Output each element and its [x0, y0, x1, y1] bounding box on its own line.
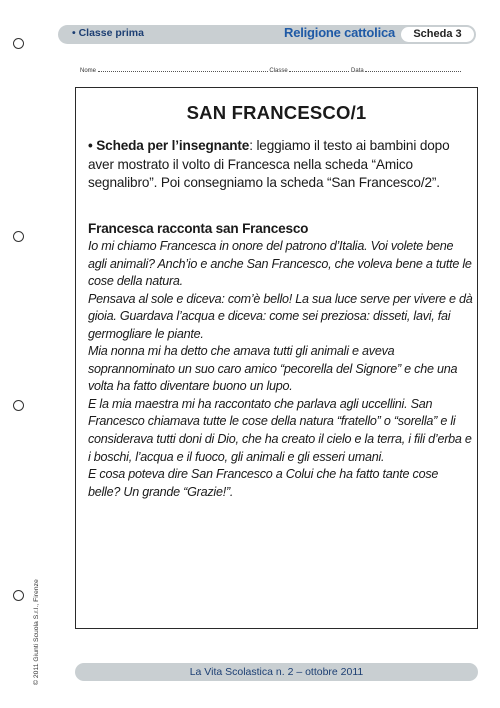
name-field-label: Nome: [80, 68, 97, 74]
binder-hole: [13, 590, 24, 601]
story-text: [88, 238, 473, 501]
story-paragraph: E cosa poteva dire San Francesco a Colui che ha fatto tante cose belle? Un grande “Grazie!”.: [88, 467, 439, 499]
teacher-note: [88, 137, 473, 193]
date-field-label: Data: [351, 68, 364, 74]
scheda-badge: Scheda 3: [401, 27, 474, 42]
binder-hole: [13, 38, 24, 49]
binder-hole: [13, 400, 24, 411]
class-field-label: Classe: [269, 68, 288, 74]
subject-label: Religione cattolica: [284, 25, 396, 40]
footer-bar: La Vita Scolastica n. 2 – ottobre 2011: [75, 663, 478, 681]
student-info-line: [80, 65, 478, 74]
date-field[interactable]: [365, 65, 461, 72]
story-title: Francesca racconta san Francesco: [88, 221, 309, 236]
story-paragraph: Io mi chiamo Francesca in onore del patrono d’Italia. Voi volete bene agli animali? Anch’io e anche San Francesco, che voleva bene a tutte le cose della natura.: [88, 239, 472, 289]
page-title: SAN FRANCESCO/1: [186, 102, 367, 123]
note-bullet: •: [88, 138, 93, 153]
header-bar: [58, 25, 476, 44]
story-paragraph: Mia nonna mi ha detto che amava tutti gli animali e aveva soprannominato un suo caro amico “pecorella del Signore” e che una volta ha fatto diventare buono un lupo.: [88, 344, 458, 394]
note-text: : leggiamo il testo ai bambini dopo aver mostrato il volto di Francesca nella scheda “Amico segnalibro”. Poi consegniamo la scheda “San Francesco/2”.: [88, 138, 450, 191]
story-paragraph: E la mia maestra mi ha raccontato che parlava agli uccellini. San Francesco chiamava tutte le cose della natura “fratello” o “sorella” e li considerava tutti doni di Dio, che ha creato il cielo e la terra, i fili d’erba e i boschi, l’acqua e il fuoco, gli animali e gli esseri umani.: [88, 396, 472, 464]
note-label: Scheda per l’insegnante: [96, 138, 250, 153]
binder-hole: [13, 231, 24, 242]
class-field[interactable]: [289, 65, 349, 72]
class-label: • Classe prima: [72, 27, 144, 39]
story-paragraph: Pensava al sole e diceva: com’è bello! La sua luce serve per vivere e dà gioia. Guardava l’acqua e diceva: come sei preziosa: disseti, lavi, fai germogliare le piante.: [88, 291, 473, 341]
name-field[interactable]: [98, 65, 268, 72]
copyright-note: © 2011 Giunti Scuola S.r.l., Firenze: [33, 579, 40, 685]
